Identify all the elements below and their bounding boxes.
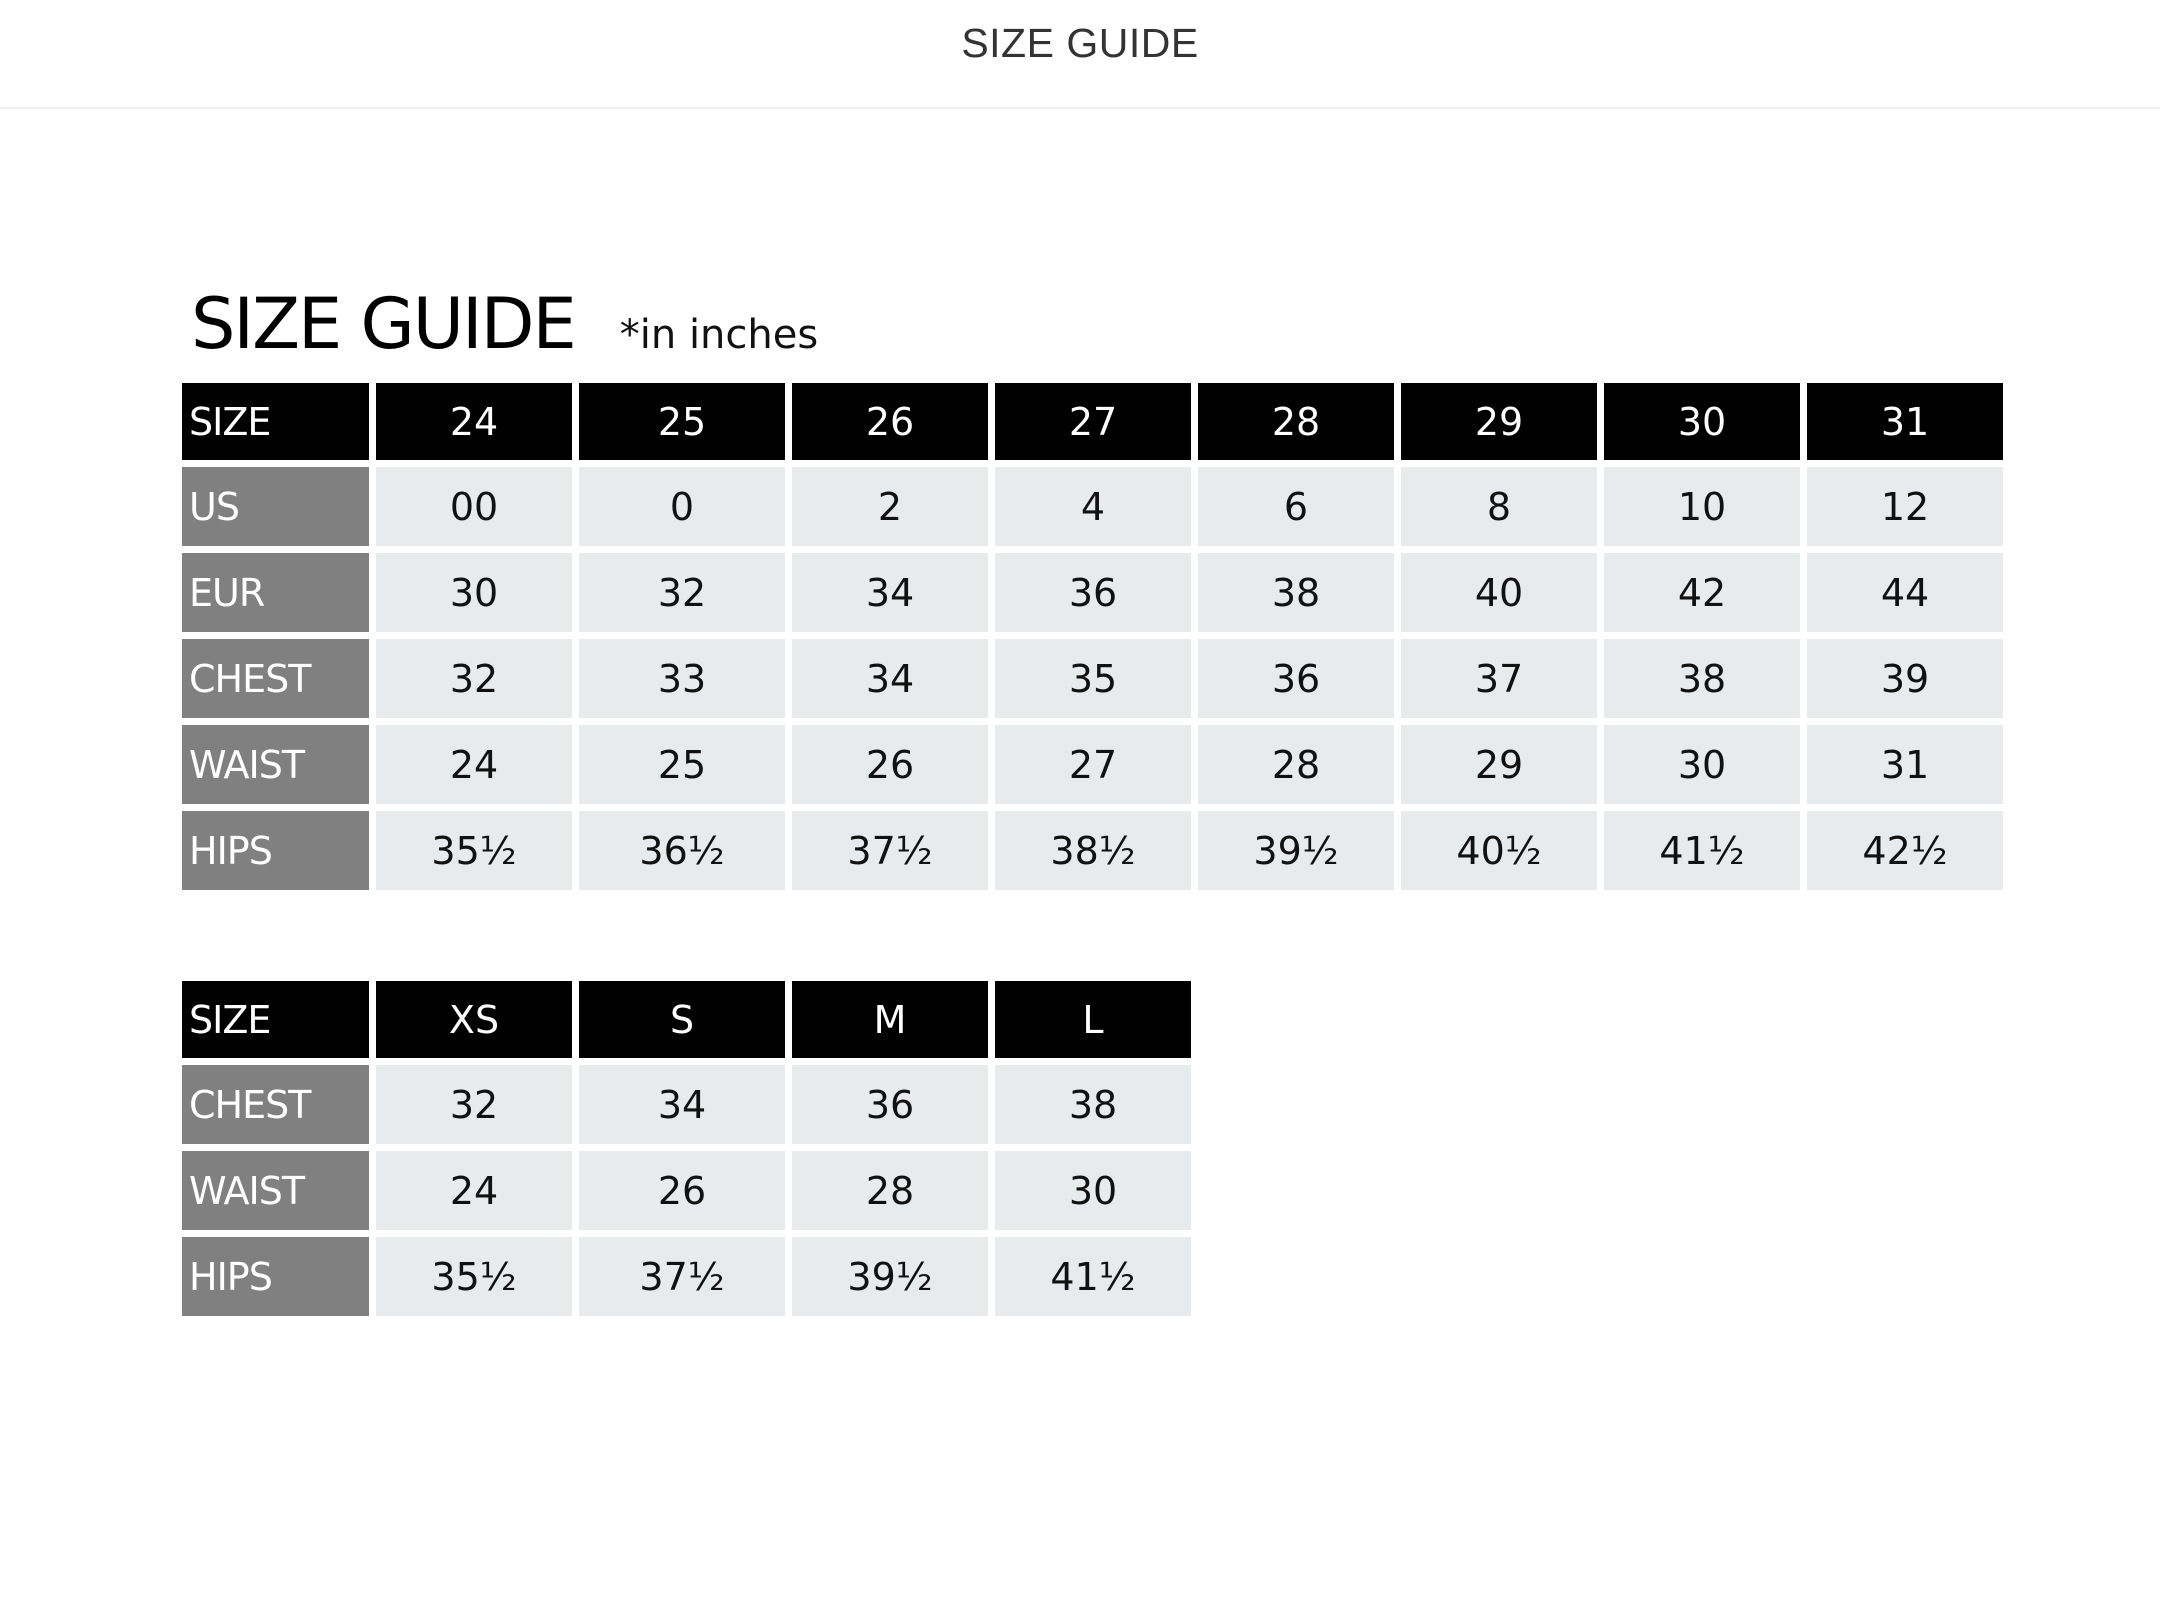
unit-note: *in inches: [619, 312, 819, 358]
row-label: US: [182, 467, 369, 546]
table-cell: 44: [1807, 553, 2003, 632]
table-cell: 4: [995, 467, 1191, 546]
table-cell: 6: [1198, 467, 1394, 546]
table-cell: 39: [1807, 639, 2003, 718]
row-label: EUR: [182, 553, 369, 632]
table-cell: 25: [579, 725, 785, 804]
column-header: 26: [792, 383, 988, 460]
table-cell: 28: [792, 1151, 988, 1230]
table-cell: 40: [1401, 553, 1597, 632]
row-label: CHEST: [182, 639, 369, 718]
table-cell: 00: [376, 467, 572, 546]
header-label: SIZE: [182, 383, 369, 460]
letter-size-table: [175, 974, 1198, 1323]
table-cell: 35½: [376, 811, 572, 890]
row-label: CHEST: [182, 1065, 369, 1144]
table-cell: 30: [995, 1151, 1191, 1230]
column-header: XS: [376, 981, 572, 1058]
column-header: 27: [995, 383, 1191, 460]
table-cell: 32: [579, 553, 785, 632]
table-cell: 8: [1401, 467, 1597, 546]
table-row: [182, 1065, 1191, 1144]
table-header-row: [182, 383, 2003, 460]
column-header: 31: [1807, 383, 2003, 460]
header-label: SIZE: [182, 981, 369, 1058]
numeric-size-table: [175, 376, 2010, 897]
table-header-row: [182, 981, 1191, 1058]
table-cell: 30: [1604, 725, 1800, 804]
column-header: L: [995, 981, 1191, 1058]
column-header: 30: [1604, 383, 1800, 460]
table-row: [182, 467, 2003, 546]
table-row: [182, 639, 2003, 718]
table-row: [182, 553, 2003, 632]
table-cell: 37½: [579, 1237, 785, 1316]
table-cell: 36: [995, 553, 1191, 632]
size-guide-title: SIZE GUIDE: [191, 283, 575, 365]
table-cell: 38: [1198, 553, 1394, 632]
row-label: HIPS: [182, 811, 369, 890]
table-cell: 38: [995, 1065, 1191, 1144]
column-header: S: [579, 981, 785, 1058]
table-cell: 24: [376, 725, 572, 804]
table-cell: 30: [376, 553, 572, 632]
column-header: 25: [579, 383, 785, 460]
table-cell: 38: [1604, 639, 1800, 718]
table-cell: 35½: [376, 1237, 572, 1316]
column-header: 24: [376, 383, 572, 460]
table-cell: 40½: [1401, 811, 1597, 890]
table-cell: 41½: [1604, 811, 1800, 890]
table-cell: 2: [792, 467, 988, 546]
table-cell: 34: [579, 1065, 785, 1144]
table-cell: 34: [792, 553, 988, 632]
table-cell: 34: [792, 639, 988, 718]
table-cell: 12: [1807, 467, 2003, 546]
page-header: [0, 0, 2160, 109]
table-cell: 41½: [995, 1237, 1191, 1316]
table-cell: 36: [792, 1065, 988, 1144]
row-label: HIPS: [182, 1237, 369, 1316]
table-cell: 36½: [579, 811, 785, 890]
table-cell: 42: [1604, 553, 1800, 632]
table-cell: 35: [995, 639, 1191, 718]
table-cell: 24: [376, 1151, 572, 1230]
table-cell: 29: [1401, 725, 1597, 804]
table-cell: 38½: [995, 811, 1191, 890]
table-cell: 26: [792, 725, 988, 804]
table-cell: 37½: [792, 811, 988, 890]
table-cell: 31: [1807, 725, 2003, 804]
table-row: [182, 1151, 1191, 1230]
table-cell: 27: [995, 725, 1191, 804]
table-cell: 36: [1198, 639, 1394, 718]
column-header: M: [792, 981, 988, 1058]
table-cell: 0: [579, 467, 785, 546]
table-cell: 33: [579, 639, 785, 718]
row-label: WAIST: [182, 725, 369, 804]
table-cell: 39½: [792, 1237, 988, 1316]
table-cell: 42½: [1807, 811, 2003, 890]
table-cell: 28: [1198, 725, 1394, 804]
row-label: WAIST: [182, 1151, 369, 1230]
page-title: SIZE GUIDE: [961, 20, 1199, 66]
table-row: [182, 811, 2003, 890]
column-header: 28: [1198, 383, 1394, 460]
table-cell: 26: [579, 1151, 785, 1230]
size-guide-heading: [191, 283, 818, 365]
table-cell: 32: [376, 1065, 572, 1144]
table-row: [182, 1237, 1191, 1316]
table-cell: 37: [1401, 639, 1597, 718]
table-row: [182, 725, 2003, 804]
table-cell: 10: [1604, 467, 1800, 546]
table-cell: 32: [376, 639, 572, 718]
table-cell: 39½: [1198, 811, 1394, 890]
column-header: 29: [1401, 383, 1597, 460]
